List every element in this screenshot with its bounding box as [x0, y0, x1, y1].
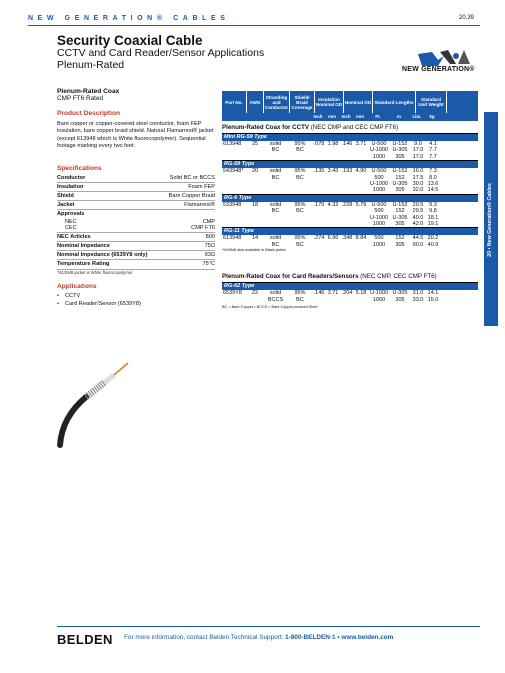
table-cell: 32.0 [412, 187, 424, 194]
table-cell: solid [269, 141, 282, 147]
table-cell: .146 [341, 141, 353, 147]
table-cell: U-500 [371, 168, 387, 175]
table-cell [247, 221, 263, 227]
table-row [222, 221, 478, 227]
table-cell: solid [269, 201, 282, 208]
table-cell: 9.3 [429, 201, 437, 208]
table-cell: 6539Y8 [223, 290, 242, 297]
table-cell: 14.5 [427, 187, 439, 194]
table-cell: 1000 [372, 153, 386, 160]
spec-key: Shield [57, 193, 74, 200]
table-cell: 6.96 [327, 235, 339, 242]
table-cell: 305 [395, 153, 405, 160]
type-bar: RG-11 Type [222, 227, 478, 235]
table-cell: 613948 [223, 235, 242, 242]
spec-row [57, 233, 215, 242]
footer-text: For more information, contact Belden Technical Support: [124, 634, 286, 641]
page-title: Security Coaxial Cable [57, 33, 203, 48]
table-cell: 19.1 [427, 221, 439, 228]
table-cell: 613948 [223, 141, 242, 147]
table-cell [354, 187, 368, 193]
page-subtitle-2: Plenum-Rated [57, 59, 125, 71]
table-cell: .170 [313, 201, 325, 208]
table-cell [340, 187, 354, 193]
table-cell: 44.5 [412, 235, 424, 242]
table-cell: 4.1 [429, 141, 437, 147]
table-cell: 5.18 [355, 290, 367, 297]
table-subheader-cell: m [397, 114, 401, 119]
table-cell: 95% [294, 168, 306, 175]
table-cell: .204 [341, 290, 353, 297]
table-cell: 95% [294, 201, 306, 208]
table-header-cell: AWG [247, 91, 264, 113]
spec-value: 93Ω [204, 252, 215, 259]
table-subheader-cell: Ft. [375, 114, 381, 119]
table-cell: 5.79 [355, 201, 367, 208]
subheader-spacer [222, 113, 311, 121]
table-row [222, 154, 478, 160]
approval-key: NEC [65, 218, 77, 225]
table-cell: 533948 [223, 201, 242, 208]
table-cell: 305 [395, 296, 405, 303]
table-header-cell: Insulation Nominal OD [315, 91, 344, 113]
table-cell: .348 [341, 235, 353, 242]
table-cell: U-305 [392, 181, 408, 188]
application-item: • CCTV [57, 292, 215, 300]
table-cell [222, 187, 247, 193]
table-cell: U-500 [371, 201, 387, 208]
table-subheader-cell: Inch [341, 114, 351, 119]
table-body-card-readers [222, 273, 478, 303]
spec-row [57, 192, 215, 201]
table-cell: 22 [251, 290, 259, 297]
table-cell [263, 187, 288, 193]
table-cell: BC [296, 296, 304, 303]
table-cell: 7.3 [429, 168, 437, 175]
table-cell: 500 [374, 235, 384, 242]
header-rule [28, 25, 480, 26]
table-cell: 20.5 [412, 201, 424, 208]
spec-row [57, 242, 215, 251]
table-cell: 4.32 [327, 201, 339, 208]
table-cell [326, 221, 340, 227]
header-band: NEW GENERATION® CABLES [28, 15, 230, 22]
approval-value: CMP [202, 218, 215, 225]
table-subheader-cell: Lbs. [412, 114, 422, 119]
table-cell [340, 242, 354, 248]
type-bar: RG-6 Type [222, 194, 478, 202]
spec-row [57, 251, 215, 260]
table-row [222, 297, 478, 303]
table-cell [326, 154, 340, 160]
table-cell: U-305 [392, 147, 408, 154]
section-title: Plenum-Rated Coax for Card Readers/Sensors [222, 273, 359, 281]
table-cell: 152 [395, 235, 405, 242]
table-cell: .193 [341, 168, 353, 175]
table-cell: .146 [313, 290, 325, 297]
type-bar: RG-59 Type [222, 160, 478, 168]
table-cell: 1.98 [327, 141, 339, 147]
page-subtitle-1: CCTV and Card Reader/Sensor Applications [57, 47, 265, 59]
table-cell: 3.71 [327, 290, 339, 297]
spec-key: Insulation [57, 183, 84, 190]
table-cell: 20.5 [412, 208, 424, 215]
table-cell: solid [269, 168, 282, 175]
logo-text: NEW GENERATION® [402, 66, 475, 73]
approvals-label: Approvals [57, 211, 85, 218]
table-subheader-cell: kg [429, 114, 435, 119]
table-cell: 40.0 [412, 214, 424, 221]
table-cell: 8.84 [355, 235, 367, 242]
type-bar: Mini RG-59 Type [222, 133, 478, 141]
table-cell [354, 242, 368, 248]
table-cell: 305 [395, 241, 405, 248]
table-cell: 31.0 [412, 290, 424, 297]
table-cell: 33.0 [412, 296, 424, 303]
table-cell [247, 297, 263, 303]
table-cell: 95% [294, 235, 306, 242]
table-cell: 18 [251, 201, 259, 208]
table-cell: 1000 [372, 241, 386, 248]
table-cell [288, 221, 312, 227]
table-cell: .228 [341, 201, 353, 208]
table-header-cell: Part No. [222, 91, 247, 113]
table-cell [312, 221, 326, 227]
footer-website[interactable]: • www.belden.com [335, 634, 394, 641]
table-cell [247, 187, 263, 193]
table-cell: U-152 [392, 201, 408, 208]
table-note-1: *543948 also available in Black jacket. [222, 248, 287, 253]
table-cell: 152 [395, 208, 405, 215]
table-cell: 7.7 [429, 153, 437, 160]
table-cell: 500 [374, 208, 384, 215]
table-cell: BC [271, 147, 280, 154]
applications-heading: Applications [57, 282, 97, 290]
table-cell: BC [296, 147, 304, 154]
table-cell [312, 297, 326, 303]
section-title: Plenum-Rated Coax for CCTV [222, 124, 309, 131]
table-header-cell: Standard Lengths [373, 91, 416, 113]
table-cell: 1000 [372, 221, 386, 228]
table-header-cell: Nominal OD [344, 91, 373, 113]
table-cell: 40.9 [427, 241, 439, 248]
page-number: 20.39 [458, 15, 474, 21]
sidebar-label: 20 • New Generation® Cables [487, 183, 493, 257]
table-cell: U-152 [392, 141, 408, 147]
table-cell: U-305 [392, 214, 408, 221]
table-cell [222, 221, 247, 227]
table-cell: 1000 [372, 296, 386, 303]
product-rating: CMP FT6 Rated [57, 95, 104, 102]
table-cell: 90.0 [412, 241, 424, 248]
spec-note: †613948 jacket is White fluorocopolymer. [57, 269, 134, 275]
product-info [57, 88, 215, 308]
table-subheader-cell: mm [328, 114, 336, 119]
table-cell: 95% [294, 141, 306, 147]
table-header-cell: Stranding and Conductor [264, 91, 290, 113]
section-heading [222, 273, 478, 280]
spec-row [57, 201, 215, 210]
table-cell: 25 [251, 141, 259, 147]
spec-value: 800 [205, 233, 215, 240]
belden-logo: BELDEN [57, 632, 113, 647]
section-subtitle: (NEC CMP and CEC CMP FT6) [308, 124, 399, 131]
approval-row [57, 225, 215, 233]
table-cell [340, 221, 354, 227]
table-cell: 17.5 [412, 174, 424, 181]
table-cell [247, 154, 263, 160]
table-body-cctv [222, 124, 478, 248]
table-cell: 543948* [223, 168, 244, 175]
table-note-2: BC = Bare Copper • BCCS = Bare Copper-covered Steel [222, 305, 318, 310]
table-cell: U-1000 [369, 147, 389, 154]
table-cell: 17.0 [412, 153, 424, 160]
table-cell [222, 154, 247, 160]
spec-key: Nominal Impedance [57, 243, 110, 250]
table-cell: U-500 [371, 141, 387, 147]
table-cell: 15.0 [427, 296, 439, 303]
product-name: Plenum-Rated Coax [57, 88, 120, 95]
table-cell: BCCS [267, 296, 284, 303]
table-cell: BC [271, 241, 280, 248]
table-header-cell: Standard Unit Weight [416, 91, 447, 113]
table-cell: solid [269, 235, 282, 242]
table-cell [312, 187, 326, 193]
table-cell: 42.0 [412, 221, 424, 228]
footer-contact [124, 634, 393, 641]
table-cell: 152 [395, 174, 405, 181]
cable-spec-table [222, 91, 478, 309]
table-cell: 1000 [372, 187, 386, 194]
table-cell [340, 154, 354, 160]
table-cell: 9.0 [414, 141, 422, 147]
table-cell: BC [296, 241, 304, 248]
approvals-row [57, 210, 215, 218]
table-cell [340, 297, 354, 303]
spec-row [57, 174, 215, 183]
table-cell [326, 242, 340, 248]
specifications-heading: Specifications [57, 164, 102, 172]
approval-key: CEC [65, 225, 77, 232]
table-header-cell: Shield/ Braid Coverage [290, 91, 315, 113]
table-cell: 500 [374, 174, 384, 181]
table-cell: BC [271, 174, 280, 181]
table-cell: .274 [313, 235, 325, 242]
spec-key: Temperature Rating [57, 261, 110, 268]
spec-value: 75Ω [204, 243, 215, 250]
table-subheader-cell: mm [356, 114, 364, 119]
table-cell: BC [296, 174, 304, 181]
table-cell: 14 [251, 235, 259, 242]
table-cell: 305 [395, 187, 405, 194]
spec-row [57, 260, 215, 269]
table-cell [222, 297, 247, 303]
table-cell: 8.0 [429, 174, 437, 181]
spec-value: Bare Copper Braid [168, 193, 215, 200]
specifications-list [57, 174, 215, 270]
spec-key: Conductor [57, 174, 86, 181]
table-cell: 13.6 [427, 181, 439, 188]
table-cell: U-1000 [369, 290, 389, 297]
table-cell [354, 154, 368, 160]
footer-phone[interactable]: 1-800-BELDEN-1 [285, 634, 336, 641]
table-cell: 3.71 [355, 141, 367, 147]
spec-value: Solid BC or BCCS [169, 174, 215, 181]
table-cell: 4.90 [355, 168, 367, 175]
table-cell: 7.7 [429, 147, 437, 154]
table-cell [354, 221, 368, 227]
table-cell [326, 297, 340, 303]
table-header [222, 91, 478, 113]
table-cell: 20.2 [427, 235, 439, 242]
approval-row [57, 219, 215, 226]
coax-cable-image [56, 357, 136, 449]
table-cell: 30.0 [412, 181, 424, 188]
spec-value: 75°C [202, 261, 215, 268]
footer-rule [57, 626, 480, 627]
table-cell [312, 242, 326, 248]
table-cell: 14.1 [427, 290, 439, 297]
table-row [222, 187, 478, 193]
table-cell: 95% [294, 290, 306, 297]
table-cell: U-1000 [369, 181, 389, 188]
table-cell: .078 [313, 141, 325, 147]
table-cell [263, 221, 288, 227]
table-cell: 17.0 [412, 147, 424, 154]
application-item: • Card Reader/Sensor (6539Y8) [57, 300, 215, 308]
table-cell: solid [269, 290, 282, 297]
table-cell: U-1000 [369, 214, 389, 221]
product-description: Bare copper or copper-covered steel conductor, foam FEP insulation, bare copper braid shield. Natural Flamarrest® jacket (except 613948 which is White fluorocopolymer). Sequential footage marking every two feet. [57, 121, 214, 150]
table-cell: 305 [395, 221, 405, 228]
spec-row [57, 183, 215, 192]
table-cell: U-305 [392, 290, 408, 297]
description-heading: Product Description [57, 110, 121, 117]
table-cell [288, 187, 312, 193]
spec-value: Flamarrest® [184, 202, 215, 209]
table-subheader [222, 113, 478, 121]
table-cell: 3.43 [327, 168, 339, 175]
table-cell: 18.1 [427, 214, 439, 221]
type-bar: RG-62 Type [222, 282, 478, 290]
table-cell [263, 154, 288, 160]
applications-list [57, 292, 215, 308]
spec-key: NEC Articles [57, 233, 91, 240]
table-cell: BC [271, 208, 280, 215]
section-heading [222, 124, 478, 131]
table-cell [288, 154, 312, 160]
table-cell: 20 [251, 168, 259, 175]
section-subtitle: (NEC CMP, CEC CMP FT6) [358, 273, 437, 281]
approval-value: CMP FT6 [191, 225, 215, 232]
spec-key: Jacket [57, 202, 75, 209]
table-cell [312, 154, 326, 160]
table-cell [326, 187, 340, 193]
table-cell: 9.8 [429, 208, 437, 215]
table-subheader-cell: Inch [313, 114, 323, 119]
table-cell: .135 [313, 168, 325, 175]
table-cell: U-152 [392, 168, 408, 175]
table-cell: BC [296, 208, 304, 215]
table-cell [354, 297, 368, 303]
table-cell: 16.0 [412, 168, 424, 175]
spec-value: Foam FEP [188, 183, 215, 190]
spec-key: Nominal Impedance (6539Y8 only) [57, 252, 148, 259]
